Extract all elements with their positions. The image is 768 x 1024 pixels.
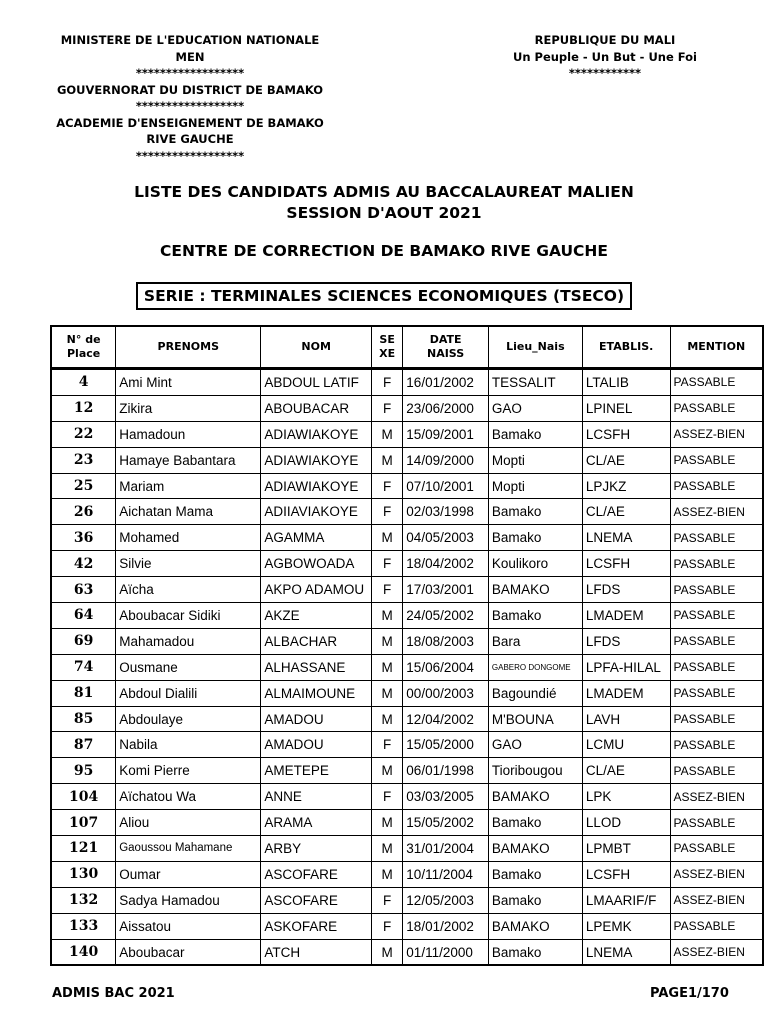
cell-etablis: CL/AE	[582, 447, 670, 473]
cell-date: 12/04/2002	[403, 706, 489, 732]
cell-date: 23/06/2000	[403, 395, 489, 421]
cell-mention: PASSABLE	[670, 395, 763, 421]
table-row	[51, 499, 763, 525]
cell-sexe: M	[371, 447, 402, 473]
candidates-table	[50, 325, 764, 966]
cell-lieu: Bamako	[488, 603, 582, 629]
cell-nom: ALHASSANE	[261, 654, 372, 680]
cell-mention: PASSABLE	[670, 732, 763, 758]
cell-lieu: Bamako	[488, 525, 582, 551]
cell-prenoms: Komi Pierre	[116, 758, 261, 784]
cell-prenoms: Mohamed	[116, 525, 261, 551]
cell-prenoms: Oumar	[116, 861, 261, 887]
table-body	[51, 369, 763, 966]
cell-nom: AGAMMA	[261, 525, 372, 551]
cell-date: 18/04/2002	[403, 551, 489, 577]
stars-separator: ******************	[135, 66, 245, 80]
header-place: N° de Place	[51, 326, 116, 369]
cell-etablis: LCSFH	[582, 861, 670, 887]
cell-lieu: Koulikoro	[488, 551, 582, 577]
cell-lieu: Bamako	[488, 861, 582, 887]
cell-date: 18/01/2002	[403, 913, 489, 939]
cell-nom: AGBOWOADA	[261, 551, 372, 577]
header-sexe: SE XE	[371, 326, 402, 369]
cell-etablis: LPINEL	[582, 395, 670, 421]
cell-sexe: F	[371, 369, 402, 396]
cell-nom: ASCOFARE	[261, 861, 372, 887]
table-row	[51, 369, 763, 396]
cell-prenoms: Nabila	[116, 732, 261, 758]
table-row	[51, 706, 763, 732]
table-row	[51, 577, 763, 603]
cell-mention: PASSABLE	[670, 369, 763, 396]
table-row	[51, 939, 763, 965]
cell-etablis: LAVH	[582, 706, 670, 732]
cell-nom: ADIIAVIAKOYE	[261, 499, 372, 525]
table-row	[51, 473, 763, 499]
cell-mention: PASSABLE	[670, 577, 763, 603]
cell-nom: ASCOFARE	[261, 887, 372, 913]
cell-place: 85	[51, 706, 116, 732]
cell-lieu: BAMAKO	[488, 913, 582, 939]
cell-place: 64	[51, 603, 116, 629]
cell-lieu: GABERO DONGOME	[488, 654, 582, 680]
page-number: PAGE1/170	[650, 986, 729, 1001]
cell-etablis: LPEMK	[582, 913, 670, 939]
cell-lieu: Bagoundié	[488, 680, 582, 706]
cell-date: 15/05/2000	[403, 732, 489, 758]
cell-nom: ADIAWIAKOYE	[261, 473, 372, 499]
cell-etablis: LCSFH	[582, 551, 670, 577]
cell-nom: ALMAIMOUNE	[261, 680, 372, 706]
table-row	[51, 654, 763, 680]
cell-mention: PASSABLE	[670, 706, 763, 732]
cell-etablis: LNEMA	[582, 525, 670, 551]
cell-date: 16/01/2002	[403, 369, 489, 396]
cell-nom: AMADOU	[261, 732, 372, 758]
table-row	[51, 732, 763, 758]
cell-prenoms: Aliou	[116, 810, 261, 836]
cell-lieu: BAMAKO	[488, 577, 582, 603]
document-title	[0, 182, 768, 224]
table-row	[51, 810, 763, 836]
cell-place: 140	[51, 939, 116, 965]
table-row	[51, 836, 763, 862]
cell-date: 03/03/2005	[403, 784, 489, 810]
cell-mention: PASSABLE	[670, 654, 763, 680]
cell-prenoms: Mahamadou	[116, 628, 261, 654]
table-row	[51, 861, 763, 887]
header-etablis: ETABLIS.	[582, 326, 670, 369]
cell-mention: PASSABLE	[670, 473, 763, 499]
header-nom: NOM	[261, 326, 372, 369]
cell-place: 25	[51, 473, 116, 499]
cell-mention: PASSABLE	[670, 680, 763, 706]
table-row	[51, 603, 763, 629]
cell-date: 12/05/2003	[403, 887, 489, 913]
cell-place: 95	[51, 758, 116, 784]
cell-lieu: Bamako	[488, 939, 582, 965]
table-row	[51, 421, 763, 447]
cell-nom: AKPO ADAMOU	[261, 577, 372, 603]
cell-place: 130	[51, 861, 116, 887]
cell-etablis: LLOD	[582, 810, 670, 836]
cell-place: 23	[51, 447, 116, 473]
cell-mention: ASSEZ-BIEN	[670, 939, 763, 965]
cell-lieu: Mopti	[488, 447, 582, 473]
cell-prenoms: Silvie	[116, 551, 261, 577]
cell-sexe: F	[371, 887, 402, 913]
cell-date: 00/00/2003	[403, 680, 489, 706]
cell-date: 06/01/1998	[403, 758, 489, 784]
cell-mention: ASSEZ-BIEN	[670, 499, 763, 525]
cell-sexe: M	[371, 603, 402, 629]
cell-sexe: M	[371, 628, 402, 654]
cell-place: 4	[51, 369, 116, 396]
serie-box: SERIE : TERMINALES SCIENCES ECONOMIQUES (TSECO)	[136, 282, 632, 310]
cell-place: 12	[51, 395, 116, 421]
cell-nom: ABDOUL LATIF	[261, 369, 372, 396]
cell-sexe: M	[371, 810, 402, 836]
cell-sexe: F	[371, 577, 402, 603]
cell-lieu: Mopti	[488, 473, 582, 499]
cell-place: 107	[51, 810, 116, 836]
cell-sexe: F	[371, 473, 402, 499]
academie-name: ACADEMIE D'ENSEIGNEMENT DE BAMAKO	[56, 115, 324, 130]
cell-etablis: LMAARIF/F	[582, 887, 670, 913]
cell-mention: PASSABLE	[670, 447, 763, 473]
cell-nom: ABOUBACAR	[261, 395, 372, 421]
cell-nom: AMETEPE	[261, 758, 372, 784]
table-row	[51, 680, 763, 706]
cell-etablis: LMADEM	[582, 603, 670, 629]
cell-lieu: BAMAKO	[488, 784, 582, 810]
stars-separator: ************	[568, 66, 642, 80]
cell-sexe: M	[371, 758, 402, 784]
cell-etablis: LTALIB	[582, 369, 670, 396]
cell-date: 15/05/2002	[403, 810, 489, 836]
cell-place: 87	[51, 732, 116, 758]
table-row	[51, 758, 763, 784]
cell-date: 15/09/2001	[403, 421, 489, 447]
cell-sexe: M	[371, 836, 402, 862]
cell-prenoms: Hamadoun	[116, 421, 261, 447]
cell-nom: ANNE	[261, 784, 372, 810]
cell-nom: AMADOU	[261, 706, 372, 732]
cell-place: 69	[51, 628, 116, 654]
cell-mention: PASSABLE	[670, 810, 763, 836]
cell-prenoms: Gaoussou Mahamane	[116, 836, 261, 862]
title-line-1: LISTE DES CANDIDATS ADMIS AU BACCALAUREAT MALIEN	[134, 183, 634, 201]
cell-prenoms: Sadya Hamadou	[116, 887, 261, 913]
header-right	[480, 32, 730, 82]
cell-sexe: M	[371, 861, 402, 887]
title-line-2: SESSION D'AOUT 2021	[286, 204, 482, 222]
cell-prenoms: Abdoul Dialili	[116, 680, 261, 706]
cell-sexe: F	[371, 499, 402, 525]
cell-prenoms: Zikira	[116, 395, 261, 421]
cell-date: 18/08/2003	[403, 628, 489, 654]
cell-mention: PASSABLE	[670, 836, 763, 862]
cell-sexe: M	[371, 654, 402, 680]
cell-nom: ADIAWIAKOYE	[261, 447, 372, 473]
cell-sexe: M	[371, 939, 402, 965]
cell-etablis: LMADEM	[582, 680, 670, 706]
cell-mention: PASSABLE	[670, 758, 763, 784]
cell-lieu: Bamako	[488, 810, 582, 836]
serie-wrapper	[0, 282, 768, 310]
table-row	[51, 913, 763, 939]
cell-prenoms: Hamaye Babantara	[116, 447, 261, 473]
cell-lieu: Bamako	[488, 421, 582, 447]
table-row	[51, 525, 763, 551]
cell-prenoms: Aichatan Mama	[116, 499, 261, 525]
ministry-abbrev: MEN	[175, 49, 205, 64]
cell-sexe: F	[371, 732, 402, 758]
table-row	[51, 395, 763, 421]
country-motto: Un Peuple - Un But - Une Foi	[512, 49, 698, 64]
cell-place: 81	[51, 680, 116, 706]
cell-etablis: LPFA-HILAL	[582, 654, 670, 680]
centre-correction: CENTRE DE CORRECTION DE BAMAKO RIVE GAUCHE	[160, 242, 608, 260]
cell-mention: ASSEZ-BIEN	[670, 887, 763, 913]
cell-lieu: Tioribougou	[488, 758, 582, 784]
cell-date: 15/06/2004	[403, 654, 489, 680]
cell-date: 24/05/2002	[403, 603, 489, 629]
cell-etablis: LNEMA	[582, 939, 670, 965]
cell-prenoms: Aïcha	[116, 577, 261, 603]
cell-etablis: LFDS	[582, 628, 670, 654]
cell-mention: PASSABLE	[670, 913, 763, 939]
country-name: REPUBLIQUE DU MALI	[534, 33, 676, 47]
cell-mention: PASSABLE	[670, 551, 763, 577]
cell-place: 26	[51, 499, 116, 525]
cell-place: 74	[51, 654, 116, 680]
cell-sexe: M	[371, 421, 402, 447]
cell-sexe: M	[371, 525, 402, 551]
cell-place: 132	[51, 887, 116, 913]
cell-etablis: LCMU	[582, 732, 670, 758]
cell-sexe: F	[371, 551, 402, 577]
cell-prenoms: Abdoulaye	[116, 706, 261, 732]
cell-nom: ASKOFARE	[261, 913, 372, 939]
cell-prenoms: Ousmane	[116, 654, 261, 680]
cell-lieu: GAO	[488, 732, 582, 758]
cell-prenoms: Aboubacar Sidiki	[116, 603, 261, 629]
table-row	[51, 887, 763, 913]
cell-etablis: CL/AE	[582, 758, 670, 784]
cell-mention: ASSEZ-BIEN	[670, 784, 763, 810]
header-left	[30, 32, 350, 164]
cell-nom: ARAMA	[261, 810, 372, 836]
cell-date: 01/11/2000	[403, 939, 489, 965]
cell-lieu: BAMAKO	[488, 836, 582, 862]
gouvernorat-name: GOUVERNORAT DU DISTRICT DE BAMAKO	[56, 82, 324, 97]
cell-nom: ARBY	[261, 836, 372, 862]
cell-mention: ASSEZ-BIEN	[670, 861, 763, 887]
table-header-row	[51, 326, 763, 369]
table-row	[51, 551, 763, 577]
cell-sexe: F	[371, 784, 402, 810]
cell-lieu: Bamako	[488, 887, 582, 913]
cell-mention: PASSABLE	[670, 628, 763, 654]
header-mention: MENTION	[670, 326, 763, 369]
header-date: DATE NAISS	[403, 326, 489, 369]
cell-mention: PASSABLE	[670, 603, 763, 629]
cell-prenoms: Mariam	[116, 473, 261, 499]
cell-sexe: M	[371, 706, 402, 732]
table-row	[51, 784, 763, 810]
cell-lieu: GAO	[488, 395, 582, 421]
cell-mention: ASSEZ-BIEN	[670, 421, 763, 447]
cell-sexe: M	[371, 680, 402, 706]
cell-etablis: LPMBT	[582, 836, 670, 862]
cell-prenoms: Aboubacar	[116, 939, 261, 965]
cell-mention: PASSABLE	[670, 525, 763, 551]
table-row	[51, 447, 763, 473]
stars-separator: ******************	[135, 148, 245, 163]
ministry-name: MINISTERE DE L'EDUCATION NATIONALE	[60, 33, 320, 47]
cell-place: 104	[51, 784, 116, 810]
cell-prenoms: Aïchatou Wa	[116, 784, 261, 810]
cell-date: 07/10/2001	[403, 473, 489, 499]
cell-lieu: Bamako	[488, 499, 582, 525]
cell-etablis: LCSFH	[582, 421, 670, 447]
cell-date: 31/01/2004	[403, 836, 489, 862]
cell-date: 10/11/2004	[403, 861, 489, 887]
cell-lieu: Bara	[488, 628, 582, 654]
footer-label: ADMIS BAC 2021	[52, 986, 175, 1001]
cell-date: 04/05/2003	[403, 525, 489, 551]
cell-lieu: M'BOUNA	[488, 706, 582, 732]
cell-etablis: LPK	[582, 784, 670, 810]
cell-nom: ADIAWIAKOYE	[261, 421, 372, 447]
cell-prenoms: Ami Mint	[116, 369, 261, 396]
cell-etablis: CL/AE	[582, 499, 670, 525]
cell-prenoms: Aissatou	[116, 913, 261, 939]
cell-etablis: LFDS	[582, 577, 670, 603]
header-lieu: Lieu_Nais	[488, 326, 582, 369]
cell-place: 133	[51, 913, 116, 939]
cell-place: 42	[51, 551, 116, 577]
cell-nom: AKZE	[261, 603, 372, 629]
stars-separator: ******************	[135, 99, 245, 113]
academie-zone: RIVE GAUCHE	[146, 132, 234, 146]
cell-lieu: TESSALIT	[488, 369, 582, 396]
cell-place: 121	[51, 836, 116, 862]
cell-place: 63	[51, 577, 116, 603]
table-row	[51, 628, 763, 654]
cell-date: 17/03/2001	[403, 577, 489, 603]
cell-nom: ALBACHAR	[261, 628, 372, 654]
header-prenoms: PRENOMS	[116, 326, 261, 369]
cell-nom: ATCH	[261, 939, 372, 965]
cell-place: 22	[51, 421, 116, 447]
cell-date: 14/09/2000	[403, 447, 489, 473]
cell-date: 02/03/1998	[403, 499, 489, 525]
cell-sexe: F	[371, 395, 402, 421]
cell-place: 36	[51, 525, 116, 551]
cell-etablis: LPJKZ	[582, 473, 670, 499]
cell-sexe: F	[371, 913, 402, 939]
